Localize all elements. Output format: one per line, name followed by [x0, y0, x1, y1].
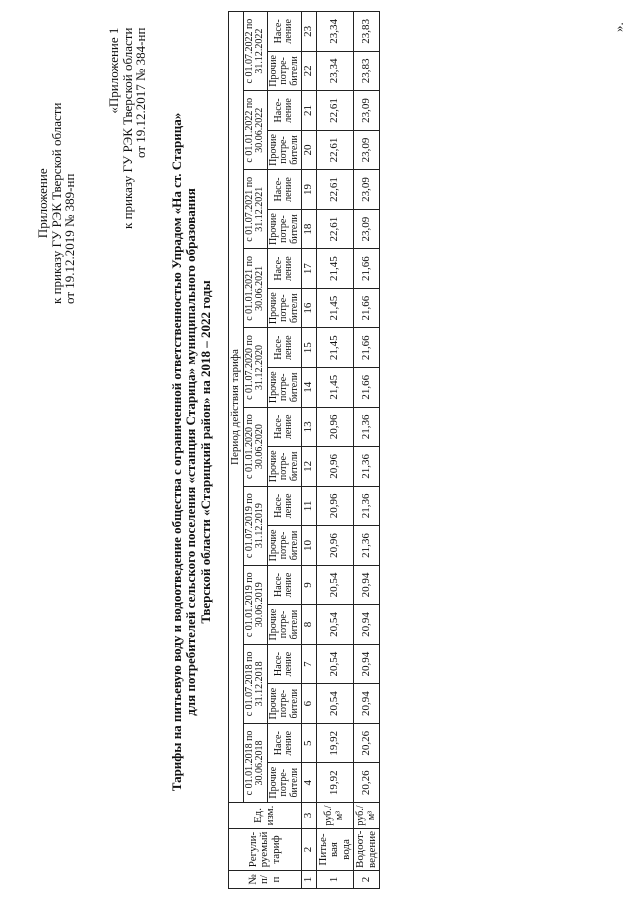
- column-number: 9: [302, 565, 317, 605]
- consumer-population: Насе-ление: [267, 565, 302, 605]
- period-9: с 01.01.2022 по 30.06.2022: [243, 91, 267, 170]
- tariff-value: 20,94: [354, 644, 380, 684]
- consumer-population: Насе-ление: [267, 170, 302, 210]
- tariff-value: 23,09: [354, 130, 380, 170]
- title-line-1: Тарифы на питьевую воду и водоотведение общества с ограниченной ответственностью Упрадом «На ст. Старица»: [169, 112, 184, 792]
- column-number: 21: [302, 91, 317, 131]
- tariff-value: 22,61: [316, 170, 354, 210]
- tariff-value: 20,94: [354, 684, 380, 724]
- tariff-value: 21,66: [354, 288, 380, 328]
- row-tariff-name: Водоот-ведение: [354, 829, 380, 871]
- consumer-population: Насе-ление: [267, 249, 302, 289]
- header-unit: Ед. изм.: [229, 803, 302, 829]
- tariff-value: 21,66: [354, 367, 380, 407]
- row-tariff-name: Питье-вая вода: [316, 829, 354, 871]
- period-7: с 01.01.2021 по 30.06.2021: [243, 249, 267, 328]
- consumer-population: Насе-ление: [267, 91, 302, 131]
- appendix-header: [36, 103, 77, 304]
- row-unit: руб./м³: [316, 803, 354, 829]
- row-number: 1: [316, 871, 354, 889]
- column-number: 17: [302, 249, 317, 289]
- consumer-other: Прочие потре-бители: [267, 288, 302, 328]
- consumer-population: Насе-ление: [267, 407, 302, 447]
- consumer-other: Прочие потре-бители: [267, 130, 302, 170]
- tariff-table: [228, 11, 380, 889]
- column-number: 12: [302, 447, 317, 487]
- column-number: 23: [302, 12, 317, 52]
- annex-date: от 19.12.2017 № 384-нп: [133, 27, 149, 158]
- tariff-value: 20,94: [354, 605, 380, 645]
- tariff-value: 22,61: [316, 91, 354, 131]
- tariff-value: 20,96: [316, 526, 354, 566]
- period-6: с 01.07.2020 по 31.12.2020: [243, 328, 267, 407]
- table-row: [316, 12, 354, 889]
- tariff-value: 23,34: [316, 51, 354, 91]
- column-number: 22: [302, 51, 317, 91]
- consumer-other: Прочие потре-бители: [267, 684, 302, 724]
- column-number-row: [302, 12, 317, 889]
- tariff-value: 20,54: [316, 644, 354, 684]
- tariff-value: 20,96: [316, 407, 354, 447]
- tariff-value: 20,96: [316, 447, 354, 487]
- tariff-value: 22,61: [316, 209, 354, 249]
- annex-header: [107, 28, 148, 229]
- tariff-value: 22,61: [316, 130, 354, 170]
- column-number: 18: [302, 209, 317, 249]
- consumer-population: Насе-ление: [267, 328, 302, 368]
- tariff-value: 20,94: [354, 565, 380, 605]
- column-number: 6: [302, 684, 317, 724]
- column-number: 20: [302, 130, 317, 170]
- period-5: с 01.01.2020 по 30.06.2020: [243, 407, 267, 486]
- column-number: 1: [302, 871, 317, 889]
- consumer-other: Прочие потре-бители: [267, 367, 302, 407]
- annex-title: «Приложение 1: [106, 27, 121, 114]
- tariff-value: 23,09: [354, 170, 380, 210]
- period-3: с 01.01.2019 по 30.06.2019: [243, 565, 267, 644]
- consumer-population: Насе-ление: [267, 12, 302, 52]
- consumer-other: Прочие потре-бители: [267, 605, 302, 645]
- tariff-value: 20,26: [354, 763, 380, 803]
- appendix-date: от 19.12.2019 № 389-нп: [62, 173, 78, 304]
- tariff-value: 21,66: [354, 328, 380, 368]
- tariff-value: 20,26: [354, 723, 380, 763]
- header-no: № п/п: [229, 871, 302, 889]
- consumer-population: Насе-ление: [267, 723, 302, 763]
- tariff-value: 21,45: [316, 249, 354, 289]
- tariff-value: 23,09: [354, 91, 380, 131]
- column-number: 10: [302, 526, 317, 566]
- tariff-value: 21,36: [354, 486, 380, 526]
- column-number: 19: [302, 170, 317, 210]
- column-number: 15: [302, 328, 317, 368]
- table-row: [354, 12, 380, 889]
- period-8: с 01.07.2021 по 31.12.2021: [243, 170, 267, 249]
- tariff-value: 21,36: [354, 407, 380, 447]
- consumer-other: Прочие потре-бители: [267, 209, 302, 249]
- column-number: 11: [302, 486, 317, 526]
- closing-quote: ».: [611, 22, 626, 32]
- title-line-2: для потребителей сельского поселения «станция Старица» муниципального образования: [183, 188, 199, 716]
- consumer-other: Прочие потре-бители: [267, 763, 302, 803]
- header-row-periods: [243, 12, 267, 889]
- consumer-population: Насе-ление: [267, 486, 302, 526]
- tariff-value: 19,92: [316, 723, 354, 763]
- column-number: 7: [302, 644, 317, 684]
- appendix-order: к приказу ГУ РЭК Тверской области: [48, 102, 64, 304]
- column-number: 4: [302, 763, 317, 803]
- header-period: Период действия тарифа: [229, 12, 244, 803]
- consumer-population: Насе-ление: [267, 644, 302, 684]
- tariff-value: 23,34: [316, 12, 354, 52]
- tariff-value: 21,36: [354, 526, 380, 566]
- header-row-1: [229, 12, 244, 889]
- tariff-value: 21,36: [354, 447, 380, 487]
- tariff-value: 23,83: [354, 12, 380, 52]
- period-1: с 01.01.2018 по 30.06.2018: [243, 723, 267, 802]
- row-unit: руб./м³: [354, 803, 380, 829]
- tariff-value: 21,66: [354, 249, 380, 289]
- period-10: с 01.07.2022 по 31.12.2022: [243, 12, 267, 91]
- column-number: 16: [302, 288, 317, 328]
- tariff-value: 21,45: [316, 367, 354, 407]
- column-number: 13: [302, 407, 317, 447]
- period-4: с 01.07.2019 по 31.12.2019: [243, 486, 267, 565]
- tariff-value: 23,09: [354, 209, 380, 249]
- annex-order: к приказу ГУ РЭК Тверской области: [119, 27, 135, 229]
- tariff-value: 19,92: [316, 763, 354, 803]
- tariff-value: 20,96: [316, 486, 354, 526]
- column-number: 5: [302, 723, 317, 763]
- consumer-other: Прочие потре-бители: [267, 526, 302, 566]
- column-number: 2: [302, 829, 317, 871]
- consumer-other: Прочие потре-бители: [267, 447, 302, 487]
- tariff-value: 23,83: [354, 51, 380, 91]
- header-tariff: Регули-руемый тариф: [229, 829, 302, 871]
- tariff-value: 20,54: [316, 605, 354, 645]
- tariff-value: 20,54: [316, 684, 354, 724]
- tariff-value: 21,45: [316, 328, 354, 368]
- header-row-consumers: [267, 12, 302, 889]
- appendix-title: Приложение: [35, 168, 50, 239]
- column-number: 8: [302, 605, 317, 645]
- consumer-other: Прочие потре-бители: [267, 51, 302, 91]
- period-2: с 01.07.2018 по 31.12.2018: [243, 644, 267, 723]
- row-number: 2: [354, 871, 380, 889]
- column-number: 3: [302, 803, 317, 829]
- document-title: [170, 0, 213, 904]
- tariff-value: 21,45: [316, 288, 354, 328]
- title-line-3: Тверской области «Старицкий район» на 2018 – 2022 годы: [197, 280, 213, 624]
- column-number: 14: [302, 367, 317, 407]
- tariff-value: 20,54: [316, 565, 354, 605]
